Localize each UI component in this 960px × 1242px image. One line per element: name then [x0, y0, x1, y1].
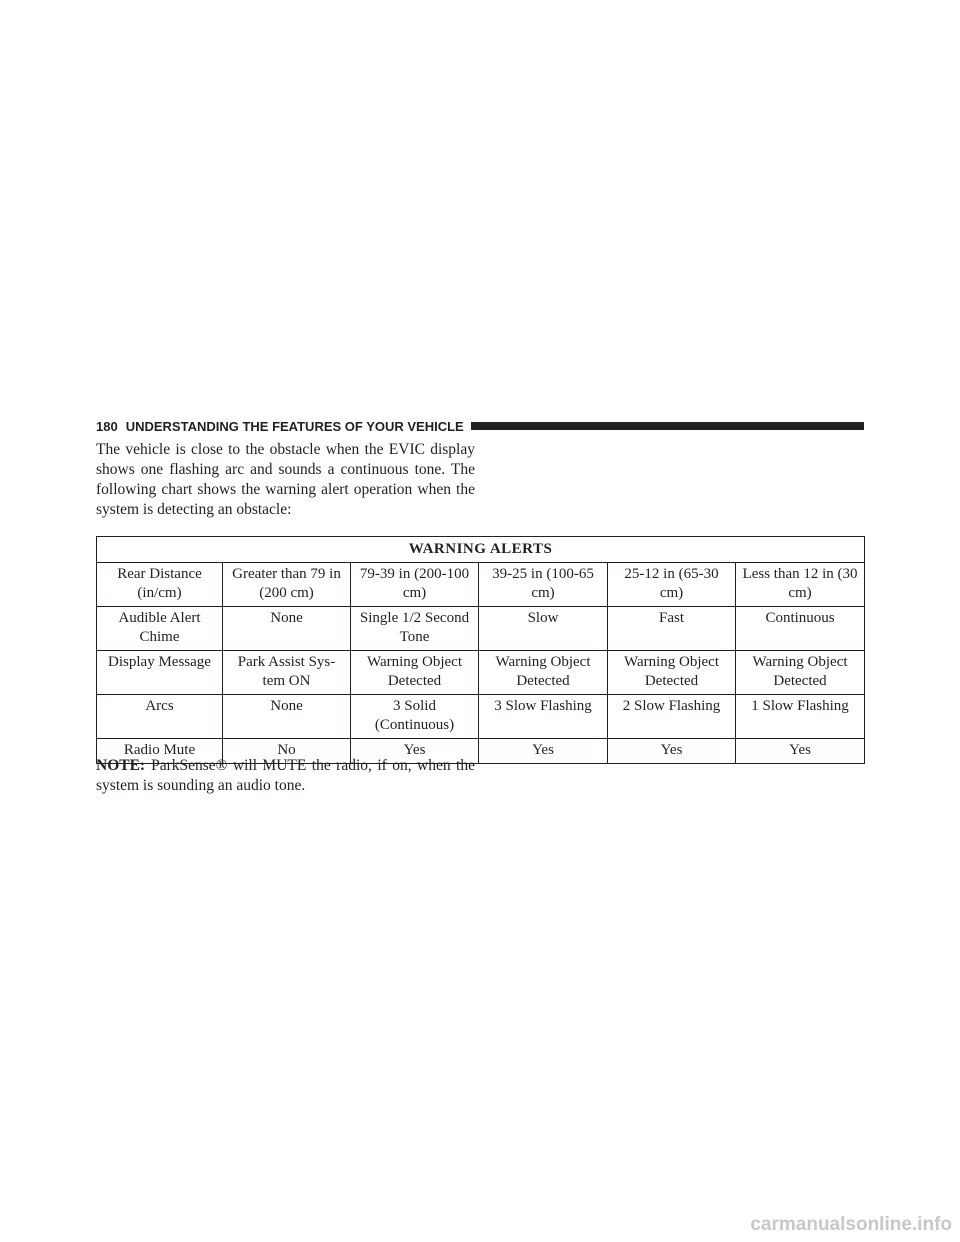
table-cell: 1 Slow Flashing — [736, 695, 865, 739]
header-rule — [471, 422, 864, 430]
intro-paragraph: The vehicle is close to the obstacle when the EVIC display shows one flashing arc and sounds a continuous tone. The following chart shows the warning alert operation when the system is detecting an obstacle: — [96, 441, 475, 518]
table-cell: Warning Object Detected — [608, 651, 736, 695]
table-row-audible-alert — [97, 607, 865, 651]
table-row-arcs — [97, 695, 865, 739]
row-label: Arcs — [97, 695, 223, 739]
table-cell: Single 1/2 Second Tone — [351, 607, 479, 651]
note-text: ParkSense® will MUTE the radio, if on, when the system is sounding an audio tone. — [96, 757, 475, 794]
table-title-row — [97, 537, 865, 563]
table-cell: Warning Object Detected — [736, 651, 865, 695]
warning-alerts-table — [96, 536, 865, 764]
table-cell: Yes — [479, 739, 608, 764]
table-cell: 3 Solid (Continuous) — [351, 695, 479, 739]
table-cell: 39-25 in (100-65 cm) — [479, 563, 608, 607]
table-cell: Yes — [608, 739, 736, 764]
note-paragraph — [96, 756, 475, 796]
watermark: carmanualsonline.info — [750, 1214, 952, 1235]
table-cell: Continuous — [736, 607, 865, 651]
table-cell: Warning Object Detected — [351, 651, 479, 695]
table-cell: None — [223, 695, 351, 739]
table-cell: Yes — [351, 739, 479, 764]
table-cell: Greater than 79 in (200 cm) — [223, 563, 351, 607]
table-cell: 25-12 in (65-30 cm) — [608, 563, 736, 607]
table-cell: 79-39 in (200-100 cm) — [351, 563, 479, 607]
section-title: UNDERSTANDING THE FEATURES OF YOUR VEHICLE — [125, 418, 464, 434]
table-cell: Warning Object Detected — [479, 651, 608, 695]
table-row-rear-distance — [97, 563, 865, 607]
table-cell: No — [223, 739, 351, 764]
table-cell: Less than 12 in (30 cm) — [736, 563, 865, 607]
table-cell: Park Assist Sys- tem ON — [223, 651, 351, 695]
table-cell: 2 Slow Flashing — [608, 695, 736, 739]
row-label: Display Message — [97, 651, 223, 695]
note-label: NOTE: — [96, 757, 146, 774]
table-cell: None — [223, 607, 351, 651]
row-label: Rear Distance (in/cm) — [97, 563, 223, 607]
page-header — [96, 416, 864, 436]
row-label: Audible Alert Chime — [97, 607, 223, 651]
table-title: WARNING ALERTS — [97, 537, 865, 563]
table-cell: Yes — [736, 739, 865, 764]
table-cell: 3 Slow Flashing — [479, 695, 608, 739]
row-label: Radio Mute — [97, 739, 223, 764]
page-number: 180 — [96, 418, 118, 434]
table-cell: Fast — [608, 607, 736, 651]
table-cell: Slow — [479, 607, 608, 651]
table-row-display-message — [97, 651, 865, 695]
